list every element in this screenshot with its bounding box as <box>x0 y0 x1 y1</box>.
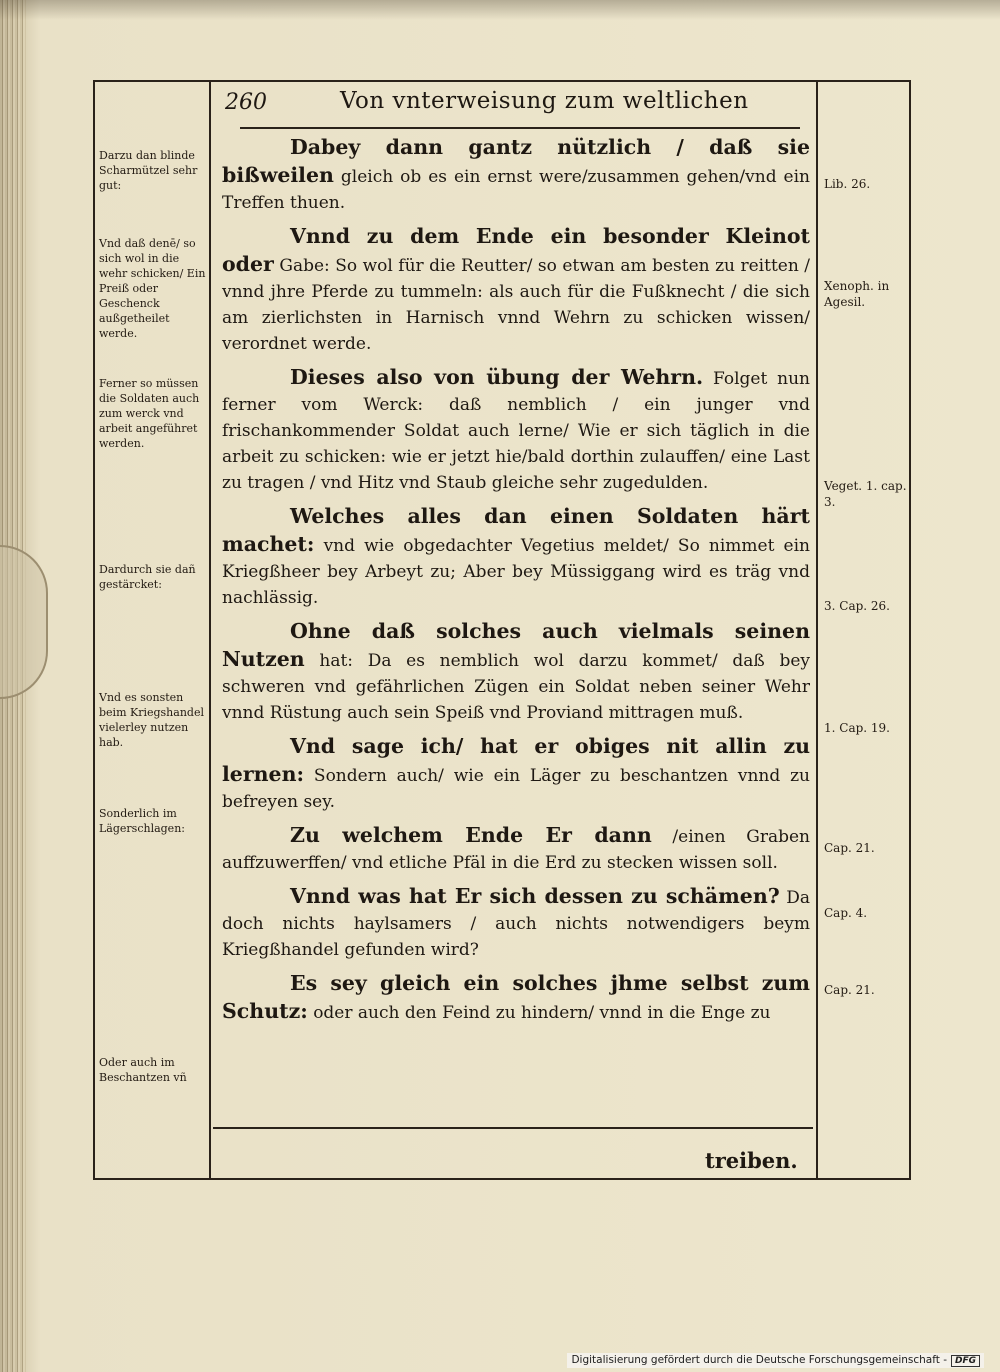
right-margin-note: 3. Cap. 26. <box>824 599 890 613</box>
paragraph-lead: Welches alles dan einen Soldaten härt machet: <box>222 504 810 556</box>
paragraph <box>222 822 810 876</box>
paragraph-lead: Dabey dann gantz nützlich / daß sie bißweilen <box>222 135 810 187</box>
binding-clip <box>0 545 48 699</box>
right-margin-note: Xenoph. in Agesil. <box>824 279 890 309</box>
right-margin-note: Cap. 21. <box>824 841 875 855</box>
running-title: Von vnterweisung zum weltlichen <box>340 88 749 114</box>
paragraph-text: Da doch nichts haylsamers / auch nichts notwendigers beym Kriegßhandel gefunden wird? <box>222 888 810 960</box>
top-shadow <box>0 0 1000 20</box>
paragraph <box>222 618 810 726</box>
digitization-credit <box>567 1353 984 1368</box>
paragraph-lead: Es sey gleich ein solches jhme selbst zum Schutz: <box>222 971 810 1023</box>
right-margin-note: Lib. 26. <box>824 177 871 191</box>
paragraph-text: Folget nun ferner vom Werck: daß nemblich / ein junger vnd frischankommender Soldat auch lerne/ Wie er sich täglich in die arbeit zu schicken: wie er jetzt hie/bald dorthin zulauffen/ eine Last zu tragen / vnd Hitz vnd Staub gleiche sehr zugedulden. <box>222 369 810 493</box>
paragraph-text: Sondern auch/ wie ein Läger zu beschantzen vnnd zu befreyen sey. <box>222 766 811 812</box>
paragraph <box>222 223 810 357</box>
paragraph-text: Gabe: So wol für die Reutter/ so etwan am besten zu reitten / vnnd jhre Pferde zu tummeln: als auch für die Fußknecht / die sich am zierlichsten in Harnisch vnnd Wehrn zu schicken wissen/ verordnet werde. <box>222 256 811 354</box>
catchword: treiben. <box>705 1148 798 1173</box>
left-margin-note: Vnd daß denē/ so sich wol in die wehr schicken/ Ein Preiß oder Geschenck außgetheilet werde. <box>99 237 206 340</box>
paragraph-text: hat: Da es nemblich wol darzu kommet/ daß bey schweren vnd gefährlichen Zügen ein Soldat neben seiner Wehr vnnd Rüstung auch sein Speiß vnd Proviand mittragen muß. <box>222 651 810 723</box>
paragraph <box>222 134 810 216</box>
paragraph <box>222 733 810 815</box>
credit-text: Digitalisierung gefördert durch die Deutsche Forschungsgemeinschaft - <box>571 1354 947 1366</box>
left-margin-note: Sonderlich im Lägerschlagen: <box>99 807 185 835</box>
paragraph <box>222 503 810 611</box>
paragraph-lead: Ohne daß solches auch vielmals seinen Nutzen <box>222 619 810 671</box>
paragraph-text: gleich ob es ein ernst were/zusammen gehen/vnd ein Treffen thuen. <box>222 167 811 213</box>
left-margin-note: Ferner so müssen die Soldaten auch zum werck vnd arbeit angeführet werden. <box>99 377 200 450</box>
dfg-logo: DFG <box>951 1355 980 1367</box>
header-rule <box>240 127 800 129</box>
paragraph-text: vnd wie obgedachter Vegetius meldet/ So nimmet ein Kriegßheer bey Arbeyt zu; Aber bey Müssiggang wird es träg vnd nachlässig. <box>222 536 810 608</box>
paragraph-text: oder auch den Feind zu hindern/ vnnd in die Enge zu <box>313 1003 771 1023</box>
paragraph <box>222 364 810 496</box>
paragraph-lead: Vnd sage ich/ hat er obiges nit allin zu lernen: <box>222 734 810 786</box>
main-text <box>222 134 810 1033</box>
paragraph-lead: Dieses also von übung der Wehrn. <box>290 365 704 389</box>
left-margin-note: Vnd es sonsten beim Kriegshandel vielerley nutzen hab. <box>99 691 204 749</box>
left-column-rule <box>209 80 211 1180</box>
paragraph <box>222 883 810 963</box>
right-margin-note: Veget. 1. cap. 3. <box>824 479 907 509</box>
paragraph <box>222 970 810 1026</box>
right-margin-note: Cap. 21. <box>824 983 875 997</box>
paragraph-lead: Vnnd zu dem Ende ein besonder Kleinot oder <box>222 224 810 276</box>
left-margin-note: Darzu dan blinde Scharmützel sehr gut: <box>99 149 198 192</box>
paragraph-lead: Vnnd was hat Er sich dessen zu schämen? <box>290 884 780 908</box>
footer-rule <box>213 1127 813 1129</box>
right-column-rule <box>816 80 818 1180</box>
page-number: 260 <box>225 90 267 115</box>
left-margin-note: Oder auch im Beschantzen vñ <box>99 1056 187 1084</box>
left-margin-note: Dardurch sie dañ gestärcket: <box>99 563 196 591</box>
right-margin-note: Cap. 4. <box>824 906 868 920</box>
paragraph-lead: Zu welchem Ende Er dann <box>290 823 652 847</box>
paragraph-text: /einen Graben auffzuwerffen/ vnd etliche Pfäl in die Erd zu stecken wissen soll. <box>222 827 810 873</box>
right-margin-note: 1. Cap. 19. <box>824 721 890 735</box>
